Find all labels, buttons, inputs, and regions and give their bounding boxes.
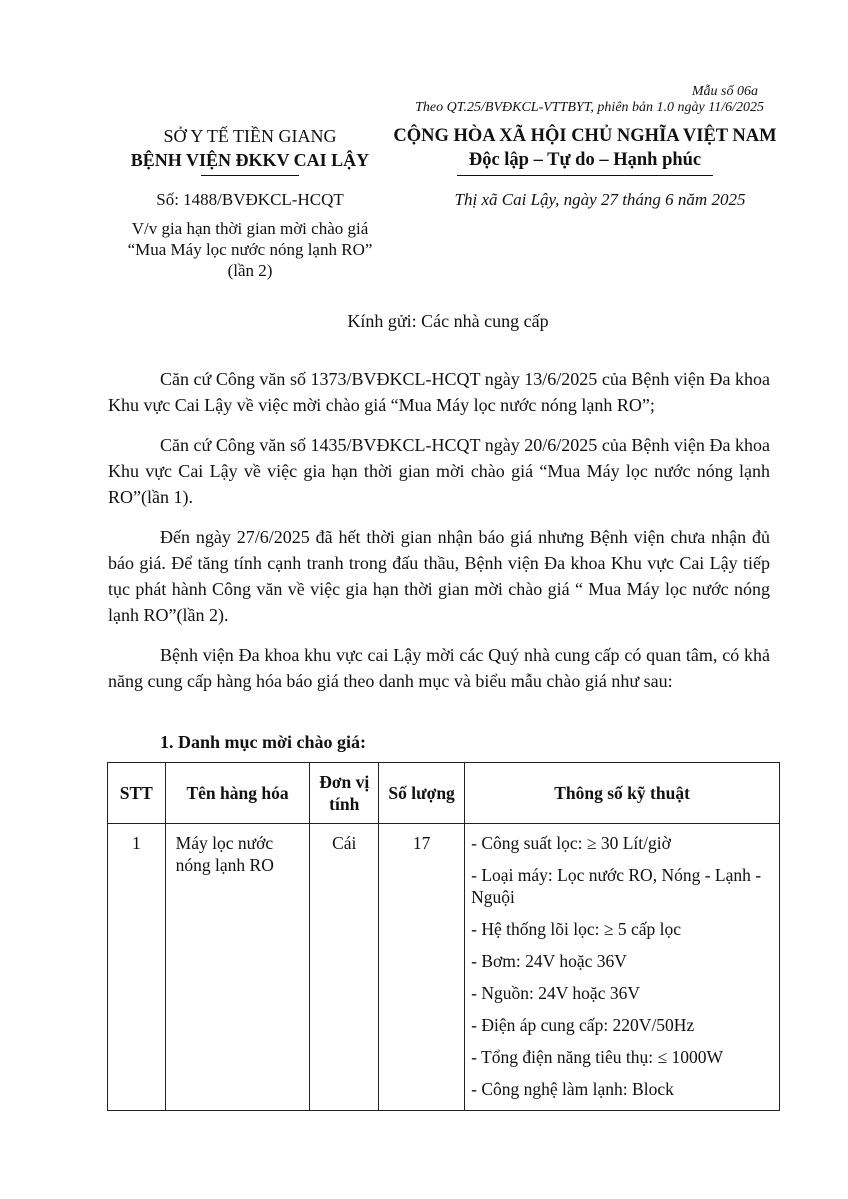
- spec-item: - Công suất lọc: ≥ 30 Lít/giờ: [471, 833, 671, 853]
- body-paragraph: Căn cứ Công văn số 1373/BVĐKCL-HCQT ngày 13/6/2025 của Bệnh viện Đa khoa Khu vực Cai Lậy về việc mời chào giá “Mua Máy lọc nước nóng lạnh RO”;: [108, 369, 770, 415]
- subject-line: “Mua Máy lọc nước nóng lạnh RO”: [127, 240, 373, 259]
- body-paragraph: Bệnh viện Đa khoa khu vực cai Lậy mời các Quý nhà cung cấp có quan tâm, có khả năng cung cấp hàng hóa báo giá theo danh mục và biểu mẫu chào giá như sau:: [108, 645, 770, 691]
- form-number: Mẫu số 06a: [691, 84, 758, 99]
- subject-line: (lần 2): [227, 261, 273, 280]
- subject-block: [90, 218, 410, 281]
- section-title: 1. Danh mục mời chào giá:: [160, 732, 366, 752]
- subject-line: V/v gia hạn thời gian mời chào giá: [131, 219, 369, 238]
- national-motto: Độc lập – Tự do – Hạnh phúc: [468, 150, 702, 170]
- header-spec: Thông số kỹ thuật: [465, 763, 780, 824]
- recipient-line: Kính gửi: Các nhà cung cấp: [347, 311, 549, 331]
- spec-item: - Loại máy: Lọc nước RO, Nóng - Lạnh - Nguội: [471, 865, 762, 907]
- header-stt: STT: [108, 763, 166, 824]
- body-text: [108, 366, 770, 708]
- hospital-name: BỆNH VIỆN ĐKKV CAI LẬY: [130, 150, 370, 170]
- header-qty: Số lượng: [379, 763, 465, 824]
- spec-item: - Hệ thống lõi lọc: ≥ 5 cấp lọc: [471, 919, 681, 939]
- spec-item: - Điện áp cung cấp: 220V/50Hz: [471, 1015, 695, 1035]
- place-date: Thị xã Cai Lậy, ngày 27 tháng 6 năm 2025: [454, 190, 746, 209]
- document-number: Số: 1488/BVĐKCL-HCQT: [156, 190, 344, 209]
- table-header-row: [108, 763, 780, 824]
- spec-item: - Nguồn: 24V hoặc 36V: [471, 983, 640, 1003]
- hospital-underline: [201, 175, 299, 176]
- cell-name: Máy lọc nước nóng lạnh RO: [165, 824, 310, 1111]
- header-unit: Đơn vị tính: [310, 763, 379, 824]
- body-paragraph: Đến ngày 27/6/2025 đã hết thời gian nhận báo giá nhưng Bệnh viện chưa nhận đủ báo giá. Để tăng tính cạnh tranh trong đấu thầu, Bệnh viện Đa khoa Khu vực Cai Lậy tiếp tục phát hành Công văn về việc gia hạn thời gian mời chào giá “ Mua Máy lọc nước nóng lạnh RO”(lần 2).: [108, 527, 770, 625]
- header-name: Tên hàng hóa: [165, 763, 310, 824]
- republic-title: CỘNG HÒA XÃ HỘI CHỦ NGHĨA VIỆT NAM: [393, 126, 777, 146]
- cell-unit: Cái: [310, 824, 379, 1111]
- spec-item: - Bơm: 24V hoặc 36V: [471, 951, 627, 971]
- table-row: [108, 824, 780, 1111]
- department-name: SỞ Y TẾ TIỀN GIANG: [163, 126, 337, 146]
- cell-stt: 1: [108, 824, 166, 1111]
- spec-item: - Công nghệ làm lạnh: Block: [471, 1079, 674, 1099]
- goods-table: [107, 762, 780, 1111]
- form-reference: Theo QT.25/BVĐKCL-VTTBYT, phiên bản 1.0 ngày 11/6/2025: [415, 100, 764, 115]
- motto-underline: [457, 175, 713, 176]
- body-paragraph: Căn cứ Công văn số 1435/BVĐKCL-HCQT ngày 20/6/2025 của Bệnh viện Đa khoa Khu vực Cai Lậy về việc gia hạn thời gian mời chào giá “Mua Máy lọc nước nóng lạnh RO”(lần 1).: [108, 435, 770, 507]
- cell-qty: 17: [379, 824, 465, 1111]
- national-header: [370, 124, 800, 176]
- spec-item: - Tổng điện năng tiêu thụ: ≤ 1000W: [471, 1047, 723, 1067]
- cell-spec: [465, 824, 780, 1111]
- issuer-block: [90, 124, 410, 176]
